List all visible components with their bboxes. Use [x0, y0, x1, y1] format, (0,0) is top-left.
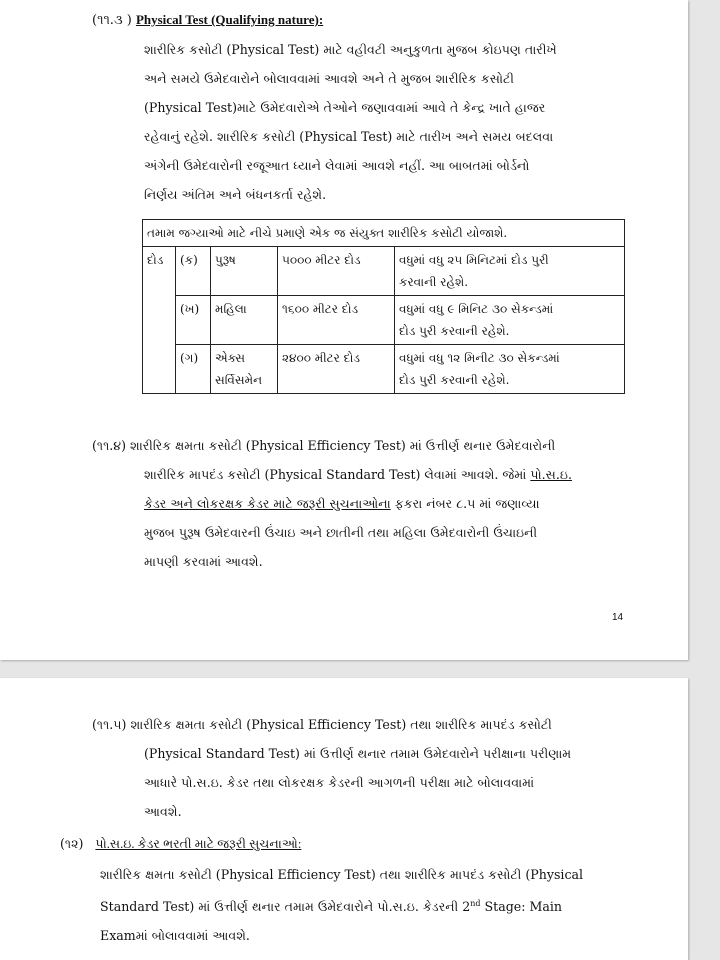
paragraph-line: (Physical Test)માટે ઉમેદવારોએ તેઓને જણાવવામાં આવે તે કેન્દ્ર ખાતે હાજર: [144, 100, 546, 115]
section-11-5: [92, 710, 571, 826]
code-cell: (ક): [176, 247, 211, 296]
section-11-4: [92, 431, 572, 576]
distance-cell: ૧૬૦૦ મીટર દોડ: [278, 296, 395, 345]
time-cell: [395, 345, 625, 394]
category-line: એક્સ: [215, 351, 245, 365]
paragraph-text: Standard Test) માં ઉત્તીર્ણ થનાર તમામ ઉમેદવારોને પો.સ.ઇ. કેડરની 2: [100, 899, 471, 915]
paragraph-line: અને સમયે ઉમેદવારોને બોલાવવામાં આવશે અને તે મુજબ શારીરિક કસોટી: [144, 71, 514, 86]
section-number: (૧૧.૫): [92, 717, 127, 732]
distance-cell: ૫૦૦૦ મીટર દોડ: [278, 247, 395, 296]
underlined-reference: પો.સ.ઇ.: [530, 467, 572, 482]
time-line: દોડ પુરી કરવાની રહેશે.: [399, 373, 510, 387]
physical-test-table: [142, 219, 625, 394]
paragraph-line: રહેવાનું રહેશે. શારીરિક કસોટી (Physical Test) માટે તારીખ અને સમય બદલવા: [144, 129, 554, 144]
section-11-3-body: [144, 35, 557, 209]
document-page-2: [0, 678, 688, 960]
table-row: [143, 296, 625, 345]
section-12-body: [100, 860, 583, 950]
time-line: વધુમાં વધુ ૧૨ મિનીટ ૩૦ સેકન્ડમાં: [399, 351, 560, 365]
paragraph-text: શારીરિક માપદંડ કસોટી (Physical Standard Test) લેવામાં આવશે. જેમાં: [144, 467, 531, 482]
paragraph-line: [92, 460, 572, 489]
code-cell: (ગ): [176, 345, 211, 394]
table-row: [143, 345, 625, 394]
category-cell: [211, 345, 278, 394]
paragraph-line: માપણી કરવામાં આવશે.: [144, 554, 263, 569]
time-cell: [395, 296, 625, 345]
paragraph-line: નિર્ણય અંતિમ અને બંધનકર્તા રહેશે.: [144, 187, 327, 202]
paragraph-line: [92, 431, 572, 460]
paragraph-line: Examમાં બોલાવવામાં આવશે.: [100, 928, 250, 944]
time-line: વધુમાં વધુ ૯ મિનિટ ૩૦ સેકન્ડમાં: [399, 302, 554, 316]
time-line: કરવાની રહેશે.: [399, 275, 469, 289]
section-number: (૧૧.૩ ): [92, 13, 132, 28]
paragraph-line: શારીરિક ક્ષમતા કસોટી (Physical Efficiency Test) તથા શારીરિક માપદંડ કસોટી (Physical: [100, 867, 584, 882]
paragraph-line: (Physical Standard Test) માં ઉત્તીર્ણ થનાર તમામ ઉમેદવારોને પરીક્ષાના પરીણામ: [144, 746, 572, 761]
event-cell: દોડ: [143, 247, 176, 394]
paragraph-line: [100, 889, 583, 921]
time-cell: [395, 247, 625, 296]
category-line: સર્વિસમેન: [215, 373, 263, 387]
time-line: વધુમાં વધુ ૨૫ મિનિટમાં દોડ પુરી: [399, 253, 549, 267]
section-12-heading: [60, 836, 301, 852]
distance-cell: ૨૪૦૦ મીટર દોડ: [278, 345, 395, 394]
paragraph-line: શારીરિક કસોટી (Physical Test) માટે વહીવટી અનુકુળતા મુજબ કોઇપણ તારીખે: [144, 42, 557, 57]
paragraph-line: [92, 489, 572, 518]
paragraph-line: અંગેની ઉમેદવારોની રજૂઆત ધ્યાને લેવામાં આવશે નહીં. આ બાબતમાં બોર્ડનો: [144, 158, 530, 173]
time-line: દોડ પુરી કરવાની રહેશે.: [399, 324, 510, 338]
section-number: (૧૨): [60, 836, 84, 851]
underlined-reference: કેડર અને લોકરક્ષક કેડર માટે જરૂરી સુચનાઓના: [144, 496, 391, 511]
section-number: (૧૧.૪): [92, 438, 126, 453]
section-title: પો.સ.ઇ. કેડર ભરતી માટે જરૂરી સુચનાઓ:: [95, 837, 302, 851]
paragraph-line: મુજબ પુરૂષ ઉમેદવારની ઉંચાઇ અને છાતીની તથા મહિલા ઉમેદવારોની ઉંચાઇની: [144, 525, 538, 540]
paragraph-text: Stage: Main: [480, 899, 563, 915]
category-cell: પુરૂષ: [211, 247, 278, 296]
paragraph-line: [92, 710, 571, 739]
paragraph-text: શારીરિક ક્ષમતા કસોટી (Physical Efficiency Test) માં ઉત્તીર્ણ થનાર ઉમેદવારોની: [130, 438, 556, 453]
section-11-3-heading: [92, 12, 323, 28]
paragraph-text: શારીરિક ક્ષમતા કસોટી (Physical Efficiency Test) તથા શારીરિક માપદંડ કસોટી: [130, 717, 552, 732]
page-number: 14: [612, 612, 624, 623]
code-cell: (ખ): [176, 296, 211, 345]
paragraph-line: આધારે પો.સ.ઇ. કેડર તથા લોકરક્ષક કેડરની આગળની પરીક્ષા માટે બોલાવવામાં: [144, 775, 535, 790]
table-row: [143, 247, 625, 296]
category-cell: મહિલા: [211, 296, 278, 345]
section-title: Physical Test (Qualifying nature):: [135, 12, 324, 27]
table-header: તમામ જગ્યાઓ માટે નીચે પ્રમાણે એક જ સંયુક્ત શારીરિક કસોટી યોજાશે.: [143, 220, 625, 247]
paragraph-text: ફકરા નંબર ૮.૫ માં જણાવ્યા: [390, 496, 540, 511]
paragraph-line: આવશે.: [144, 804, 182, 819]
superscript: nd: [470, 899, 481, 908]
